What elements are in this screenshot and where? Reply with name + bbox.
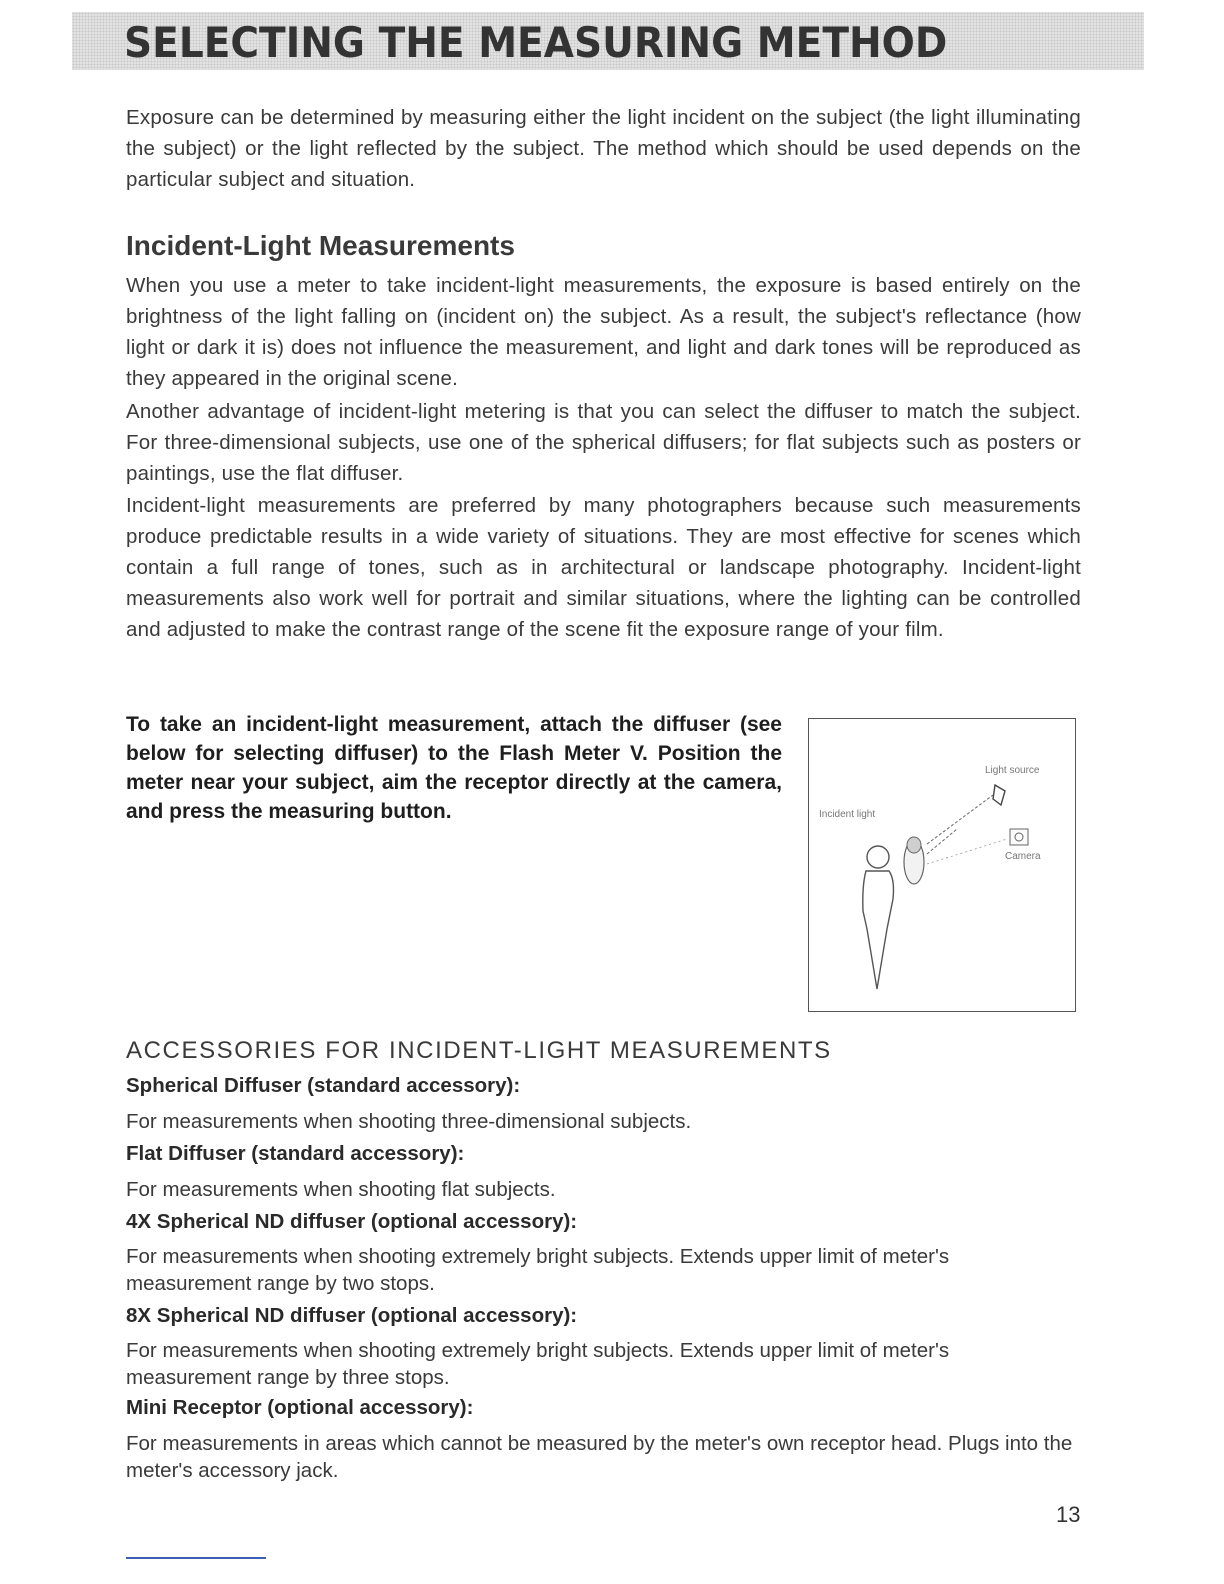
camera-label: Camera (1005, 851, 1041, 862)
accessory-desc-3: For measurements when shooting extremely bright subjects. Extends upper limit of meter's measurement range by two stops. (126, 1245, 950, 1295)
section-paragraph-1: When you use a meter to take incident-light measurements, the exposure is based entirely on the brightness of the light falling on (incident on) the subject. As a result, the subject's reflectance (how light or dark it is) does not influence the measurement, and light and dark tones will be reproduced as they appeared in the original scene. (126, 274, 1081, 390)
person-body-icon (863, 871, 894, 989)
light-source-icon (993, 785, 1005, 805)
accessory-name-4: 8X Spherical ND diffuser (optional accessory): (126, 1304, 578, 1327)
incident-ray (927, 795, 993, 844)
page-title: SELECTING THE MEASURING METHOD (124, 18, 948, 67)
camera-icon (1010, 829, 1028, 845)
diagram-drawing (809, 719, 1075, 1011)
section-heading: Incident-Light Measurements (126, 230, 515, 261)
accessory-desc-1: For measurements when shooting three-dimensional subjects. (126, 1110, 692, 1133)
incident-light-label: Incident light (819, 809, 876, 820)
accessory-desc-2: For measurements when shooting flat subjects. (126, 1178, 556, 1201)
accessory-desc-4: For measurements when shooting extremely bright subjects. Extends upper limit of meter's measurement range by three stops. (126, 1339, 950, 1389)
intro-paragraph: Exposure can be determined by measuring either the light incident on the subject (the light illuminating the subject) or the light reflected by the subject. The method which should be used depends on the particular subject and situation. (126, 106, 1081, 191)
light-source-label: Light source (985, 765, 1040, 776)
incident-light-diagram (808, 718, 1076, 1012)
section-paragraph-2: Another advantage of incident-light metering is that you can select the diffuser to match the subject. For three-dimensional subjects, use one of the spherical diffusers; for flat subjects such as posters or paintings, use the flat diffuser. (126, 400, 1081, 485)
accessories-heading: ACCESSORIES FOR INCIDENT-LIGHT MEASUREMENTS (126, 1037, 832, 1064)
accessory-name-5: Mini Receptor (optional accessory): (126, 1396, 474, 1419)
page-number: 13 (1056, 1502, 1081, 1527)
accessory-name-1: Spherical Diffuser (standard accessory): (126, 1074, 521, 1097)
accessory-name-2: Flat Diffuser (standard accessory): (126, 1142, 465, 1165)
instruction-text: To take an incident-light measurement, attach the diffuser (see below for selecting diffuser) to the Flash Meter V. Position the meter near your subject, aim the receptor directly at the camera, and press the measuring button. (126, 713, 782, 823)
section-paragraph-3: Incident-light measurements are preferred by many photographers because such measurements produce predictable results in a wide variety of situations. They are most effective for scenes which contain a full range of tones, such as in architectural or landscape photography. Incident-light measurements also work well for portrait and similar situations, where the lighting can be controlled and adjusted to make the contrast range of the scene fit the exposure range of your film. (126, 494, 1081, 641)
accessory-desc-5: For measurements in areas which cannot be measured by the meter's own receptor head. Plugs into the meter's accessory jack. (126, 1432, 1073, 1482)
footer-rule (126, 1557, 266, 1559)
accessory-name-3: 4X Spherical ND diffuser (optional accessory): (126, 1210, 578, 1233)
person-head-icon (867, 846, 889, 868)
